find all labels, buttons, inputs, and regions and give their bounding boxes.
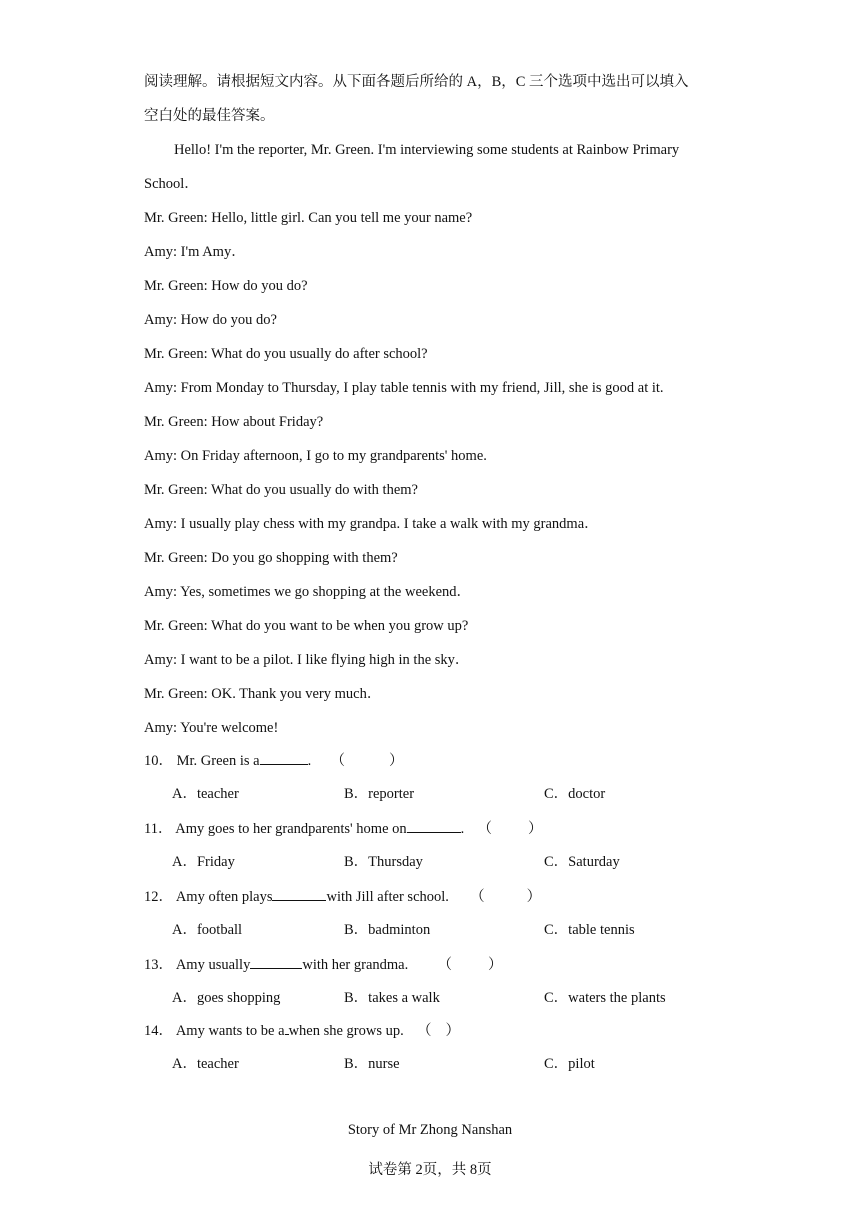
answer-paren-open: （ bbox=[470, 889, 485, 905]
answer-paren-open: （ bbox=[477, 821, 493, 837]
question-number: 14． bbox=[144, 1023, 173, 1039]
question-13 bbox=[144, 954, 503, 975]
answer-paren-close: ） bbox=[388, 753, 404, 769]
question-text: Mr. Green is a bbox=[176, 753, 260, 769]
dialogue-line: Amy: Yes, sometimes we go shopping at the weekend． bbox=[144, 584, 472, 600]
question-number: 13． bbox=[144, 957, 173, 973]
question-10 bbox=[144, 750, 403, 771]
answer-blank bbox=[260, 750, 308, 765]
question-text-end: . bbox=[460, 821, 465, 837]
option-c: C．table tennis bbox=[544, 922, 635, 938]
option-a: A．teacher bbox=[172, 786, 239, 802]
passage-intro-line-2: School． bbox=[144, 176, 199, 192]
answer-paren-close: ） bbox=[526, 889, 542, 905]
question-12 bbox=[144, 886, 541, 907]
answer-paren-close: ） bbox=[488, 957, 503, 973]
dialogue-line: Amy: On Friday afternoon, I go to my grandparents' home. bbox=[144, 448, 487, 464]
answer-paren-open: （ bbox=[437, 957, 452, 973]
question-number: 11． bbox=[144, 821, 173, 837]
question-11 bbox=[144, 818, 543, 839]
answer-paren-open: （ bbox=[417, 1023, 432, 1039]
answer-blank bbox=[272, 886, 326, 901]
option-b: B．badminton bbox=[344, 922, 431, 938]
option-a: A．goes shopping bbox=[172, 990, 281, 1006]
question-text: Amy goes to her grandparents' home on bbox=[175, 821, 407, 837]
dialogue-line: Mr. Green: What do you usually do with them? bbox=[144, 482, 418, 498]
question-text-end: . bbox=[307, 753, 312, 769]
option-b: B．reporter bbox=[344, 786, 415, 802]
question-text-end: when she grows up. bbox=[288, 1023, 404, 1039]
option-c: C．doctor bbox=[544, 786, 606, 802]
dialogue-line: Mr. Green: Do you go shopping with them? bbox=[144, 550, 398, 566]
dialogue-line: Mr. Green: Hello, little girl. Can you tell me your name? bbox=[144, 210, 473, 226]
question-text: Amy wants to be a bbox=[175, 1023, 285, 1039]
instructions-line-2: 空白处的最佳答案。 bbox=[144, 108, 275, 124]
passage-intro-line-1: Hello! I'm the reporter, Mr. Green. I'm interviewing some students at Rainbow Primary bbox=[174, 142, 680, 158]
dialogue-line: Amy: You're welcome! bbox=[144, 720, 279, 736]
answer-blank bbox=[250, 954, 302, 969]
dialogue-line: Mr. Green: How do you do? bbox=[144, 278, 308, 294]
question-text-end: with Jill after school. bbox=[326, 889, 449, 905]
option-a: A．Friday bbox=[172, 854, 235, 870]
question-number: 12． bbox=[144, 889, 173, 905]
answer-paren-close: ） bbox=[528, 821, 543, 837]
option-a: A．teacher bbox=[172, 1056, 239, 1072]
dialogue-line: Mr. Green: What do you usually do after school? bbox=[144, 346, 428, 362]
answer-paren-close: ） bbox=[445, 1023, 460, 1039]
answer-paren-open: （ bbox=[330, 753, 345, 769]
question-text-end: with her grandma. bbox=[302, 957, 409, 973]
option-c: C．pilot bbox=[544, 1056, 595, 1072]
option-c: C．waters the plants bbox=[544, 990, 666, 1006]
option-b: B．nurse bbox=[344, 1056, 400, 1072]
option-c: C．Saturday bbox=[544, 854, 620, 870]
question-number: 10． bbox=[144, 753, 173, 769]
dialogue-line: Amy: I usually play chess with my grandpa. I take a walk with my grandma． bbox=[144, 516, 599, 532]
option-b: B．Thursday bbox=[344, 854, 423, 870]
dialogue-line: Amy: How do you do? bbox=[144, 312, 277, 328]
next-section-title: Story of Mr Zhong Nanshan bbox=[347, 1122, 513, 1138]
instructions-line-1: 阅读理解。请根据短文内容。从下面各题后所给的 A，B，C 三个选项中选出可以填入 bbox=[144, 74, 689, 90]
question-text: Amy often plays bbox=[175, 889, 273, 905]
dialogue-line: Mr. Green: OK. Thank you very much． bbox=[144, 686, 382, 702]
page-footer: 试卷第 2页，共 8页 bbox=[368, 1162, 492, 1178]
dialogue-line: Amy: From Monday to Thursday, I play table tennis with my friend, Jill, she is good at it. bbox=[144, 380, 664, 396]
dialogue-line: Mr. Green: How about Friday? bbox=[144, 414, 324, 430]
option-b: B．takes a walk bbox=[344, 990, 440, 1006]
option-a: A．football bbox=[172, 922, 243, 938]
dialogue-line: Amy: I'm Amy． bbox=[144, 244, 246, 260]
question-text: Amy usually bbox=[175, 957, 251, 973]
dialogue-line: Amy: I want to be a pilot. I like flying high in the sky． bbox=[144, 652, 470, 668]
dialogue-line: Mr. Green: What do you want to be when you grow up? bbox=[144, 618, 469, 634]
question-14 bbox=[144, 1020, 460, 1041]
answer-blank bbox=[407, 818, 461, 833]
